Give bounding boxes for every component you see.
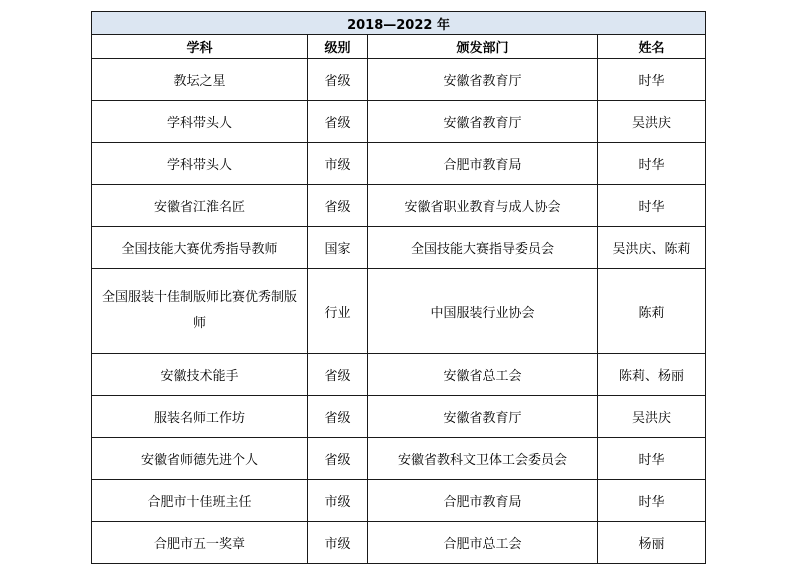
cell-issuer: 中国服装行业协会 — [368, 269, 598, 354]
table-row — [92, 396, 706, 438]
cell-level: 省级 — [308, 438, 368, 480]
table-title: 2018—2022 年 — [92, 12, 706, 35]
cell-subject: 服装名师工作坊 — [92, 396, 308, 438]
table-row — [92, 438, 706, 480]
table-row — [92, 59, 706, 101]
header-level: 级别 — [308, 35, 368, 59]
cell-issuer: 合肥市教育局 — [368, 143, 598, 185]
cell-name: 陈莉 — [598, 269, 706, 354]
table-row — [92, 143, 706, 185]
cell-subject: 教坛之星 — [92, 59, 308, 101]
header-name: 姓名 — [598, 35, 706, 59]
cell-subject: 全国技能大赛优秀指导教师 — [92, 227, 308, 269]
table-row — [92, 227, 706, 269]
cell-level: 行业 — [308, 269, 368, 354]
cell-name: 吴洪庆 — [598, 396, 706, 438]
cell-issuer: 安徽省教科文卫体工会委员会 — [368, 438, 598, 480]
cell-subject: 全国服装十佳制版师比赛优秀制版师 — [92, 269, 308, 354]
cell-level: 市级 — [308, 480, 368, 522]
cell-subject: 合肥市五一奖章 — [92, 522, 308, 564]
cell-issuer: 安徽省总工会 — [368, 354, 598, 396]
cell-issuer: 安徽省教育厅 — [368, 59, 598, 101]
cell-level: 省级 — [308, 396, 368, 438]
cell-issuer: 安徽省职业教育与成人协会 — [368, 185, 598, 227]
cell-subject: 安徽技术能手 — [92, 354, 308, 396]
table-header-row — [92, 35, 706, 59]
cell-name: 时华 — [598, 59, 706, 101]
awards-table — [91, 11, 706, 564]
cell-name: 时华 — [598, 480, 706, 522]
cell-subject: 安徽省江淮名匠 — [92, 185, 308, 227]
header-issuer: 颁发部门 — [368, 35, 598, 59]
table-row — [92, 354, 706, 396]
table-row — [92, 101, 706, 143]
cell-name: 吴洪庆 — [598, 101, 706, 143]
cell-level: 省级 — [308, 185, 368, 227]
cell-name: 时华 — [598, 185, 706, 227]
cell-issuer: 安徽省教育厅 — [368, 101, 598, 143]
cell-subject: 合肥市十佳班主任 — [92, 480, 308, 522]
cell-level: 省级 — [308, 354, 368, 396]
table-row — [92, 522, 706, 564]
cell-subject: 安徽省师德先进个人 — [92, 438, 308, 480]
table-title-row — [92, 12, 706, 35]
cell-level: 国家 — [308, 227, 368, 269]
cell-issuer: 合肥市教育局 — [368, 480, 598, 522]
cell-name: 时华 — [598, 143, 706, 185]
cell-name: 杨丽 — [598, 522, 706, 564]
cell-subject: 学科带头人 — [92, 143, 308, 185]
cell-issuer: 全国技能大赛指导委员会 — [368, 227, 598, 269]
cell-issuer: 安徽省教育厅 — [368, 396, 598, 438]
cell-name: 陈莉、杨丽 — [598, 354, 706, 396]
cell-level: 市级 — [308, 143, 368, 185]
cell-name: 吴洪庆、陈莉 — [598, 227, 706, 269]
cell-issuer: 合肥市总工会 — [368, 522, 598, 564]
table-row — [92, 480, 706, 522]
cell-level: 省级 — [308, 59, 368, 101]
cell-subject: 学科带头人 — [92, 101, 308, 143]
cell-level: 省级 — [308, 101, 368, 143]
table-row — [92, 269, 706, 354]
cell-level: 市级 — [308, 522, 368, 564]
table-row — [92, 185, 706, 227]
cell-name: 时华 — [598, 438, 706, 480]
header-subject: 学科 — [92, 35, 308, 59]
